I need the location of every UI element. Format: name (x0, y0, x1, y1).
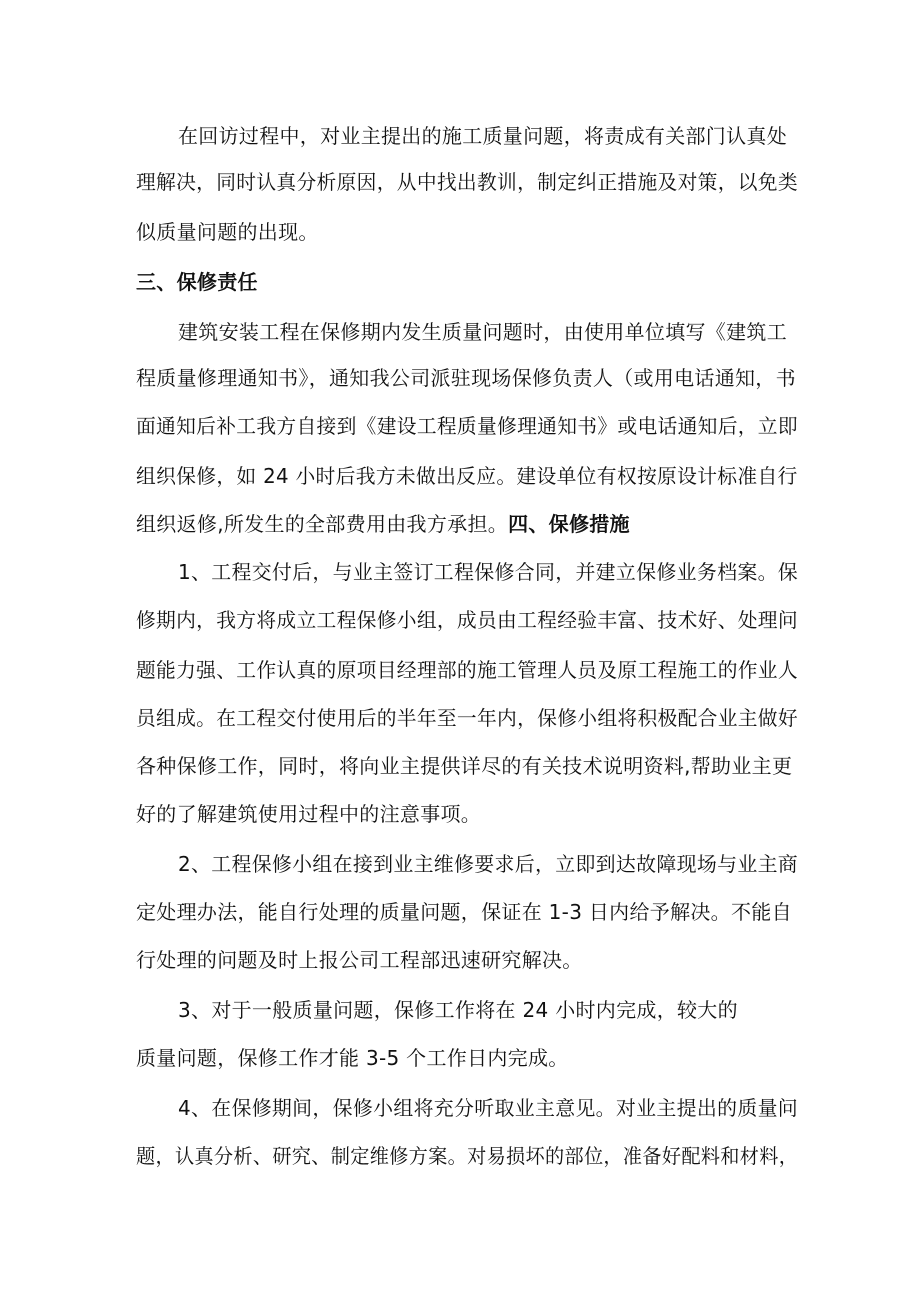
paragraph-2-line-3: 面通知后补工我方自接到《建设工程质量修理通知书》或电话通知后，立即 (136, 414, 798, 438)
paragraph-2-line-4: 组织保修，如 24 小时后我方未做出反应。建设单位有权按原设计标准自行 (136, 464, 798, 488)
item-1-line-3: 题能力强、工作认真的原项目经理部的施工管理人员及原工程施工的作业人 (136, 658, 798, 682)
paragraph-2-line-2: 程质量修理通知书》，通知我公司派驻现场保修负责人（或用电话通知，书 (136, 366, 796, 390)
paragraph-2-line-5-text: 组织返修,所发生的全部费用由我方承担。 (136, 512, 509, 536)
item-3-line-2: 质量问题，保修工作才能 3-5 个工作日内完成。 (136, 1046, 569, 1070)
item-4-line-1: 4、在保修期间，保修小组将充分听取业主意见。对业主提出的质量问 (178, 1096, 799, 1120)
paragraph-1-line-1: 在回访过程中，对业主提出的施工质量问题，将责成有关部门认真处 (178, 124, 787, 148)
item-2-line-1: 2、工程保修小组在接到业主维修要求后，立即到达故障现场与业主商 (178, 852, 799, 876)
section-heading-3: 三、保修责任 (136, 270, 258, 294)
item-1-line-1: 1、工程交付后，与业主签订工程保修合同，并建立保修业务档案。保 (178, 560, 799, 584)
item-1-line-6: 好的了解建筑使用过程中的注意事项。 (136, 802, 482, 826)
item-1-line-4: 员组成。在工程交付使用后的半年至一年内，保修小组将积极配合业主做好 (136, 706, 798, 730)
item-3-line-1: 3、对于一般质量问题，保修工作将在 24 小时内完成，较大的 (178, 998, 738, 1022)
paragraph-2-line-1: 建筑安装工程在保修期内发生质量问题时，由使用单位填写《建筑工 (178, 320, 787, 344)
paragraph-2-line-5 (136, 510, 630, 538)
item-1-line-2: 修期内，我方将成立工程保修小组，成员由工程经验丰富、技术好、处理问 (136, 608, 798, 632)
item-2-line-3: 行处理的问题及时上报公司工程部迅速研究解决。 (136, 948, 583, 972)
section-heading-4: 四、保修措施 (508, 512, 630, 536)
item-4-line-2: 题，认真分析、研究、制定维修方案。对易损坏的部位，准备好配料和材料， (136, 1144, 799, 1168)
item-2-line-2: 定处理办法，能自行处理的质量问题，保证在 1-3 日内给予解决。不能自 (136, 900, 792, 924)
item-1-line-5: 各种保修工作，同时，将向业主提供详尽的有关技术说明资料,帮助业主更 (136, 754, 793, 778)
paragraph-1-line-3: 似质量问题的出现。 (136, 220, 319, 244)
paragraph-1-line-2: 理解决，同时认真分析原因，从中找出教训，制定纠正措施及对策，以免类 (136, 170, 798, 194)
